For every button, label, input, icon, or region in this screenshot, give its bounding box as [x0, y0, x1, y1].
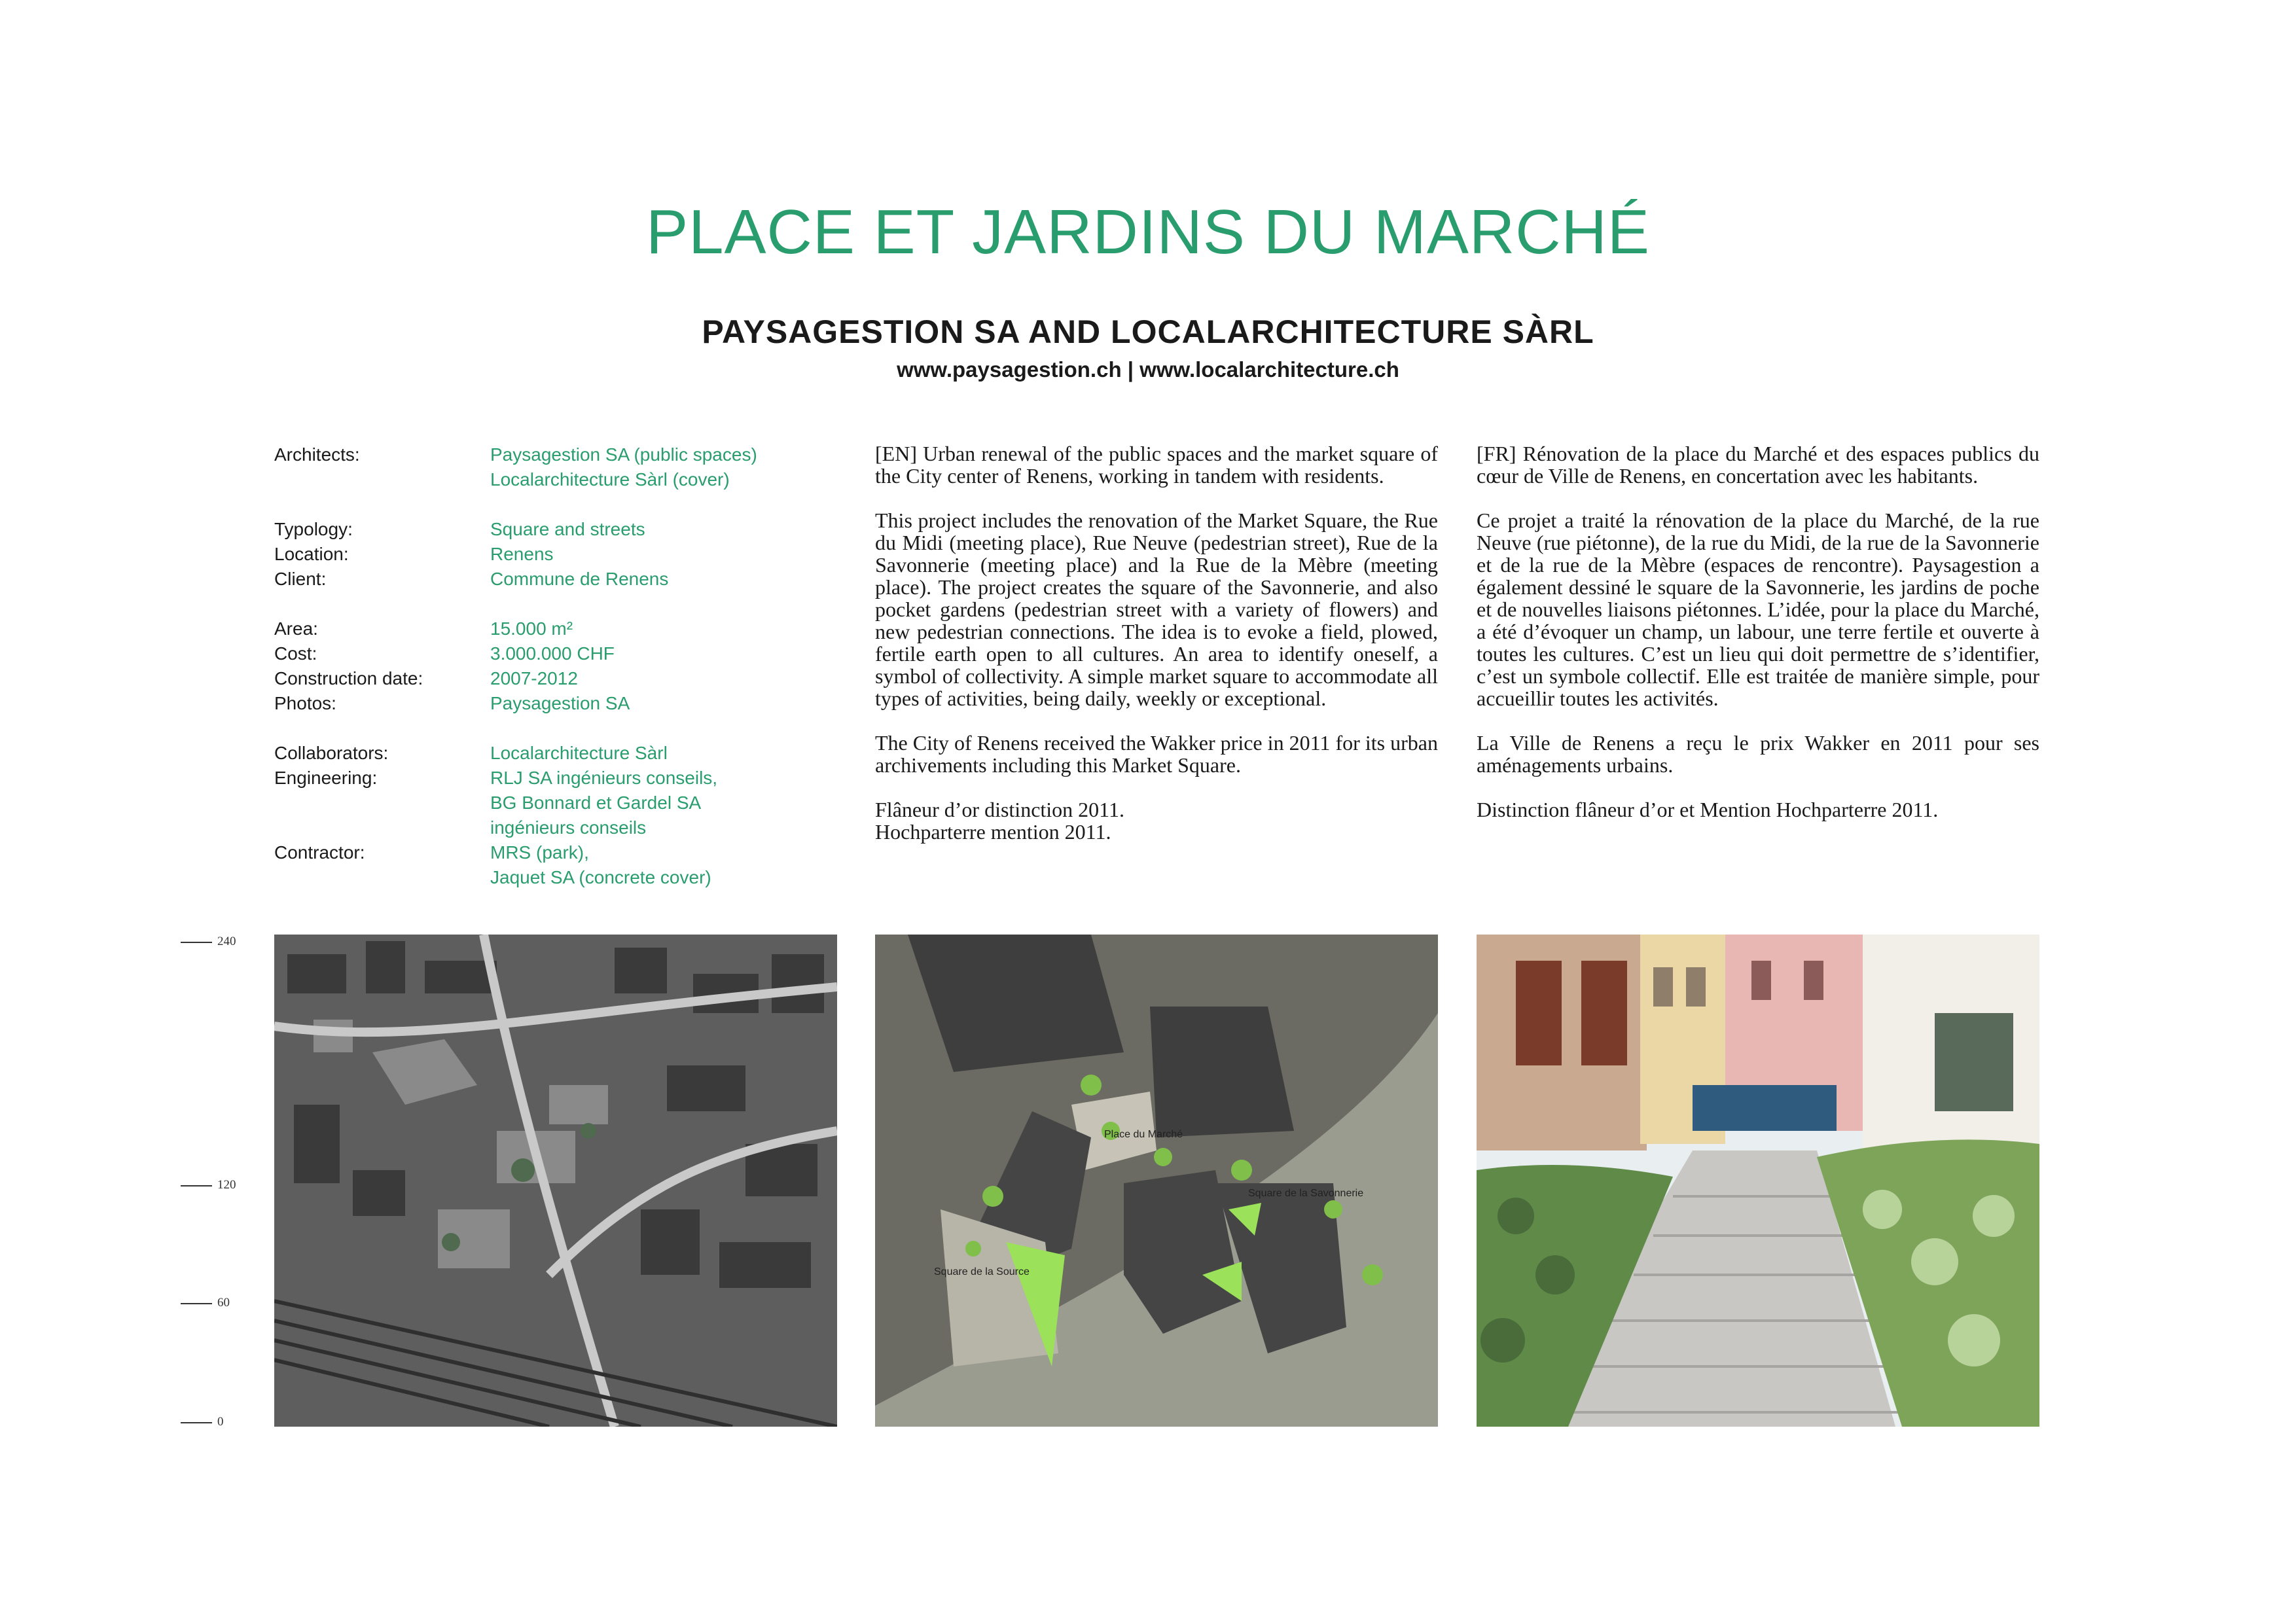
- website-links[interactable]: www.paysagestion.ch | www.localarchitecture.ch: [897, 357, 1399, 382]
- location-value: Renens: [490, 544, 554, 564]
- en-paragraph-1: [EN] Urban renewal of the public spaces and the market square of the City center of Renens, working in tandem with residents.: [875, 442, 1438, 488]
- street-photo: [1477, 935, 2039, 1427]
- page-title: PLACE ET JARDINS DU MARCHÉ: [646, 197, 1650, 267]
- scale-mark-60: 60: [181, 1296, 230, 1310]
- fr-paragraph-1: [FR] Rénovation de la place du Marché et des espaces publics du cœur de Ville de Renens, en concertation avec les habitants.: [1477, 442, 2039, 488]
- plan-label-savonnerie: Square de la Savonnerie: [1248, 1188, 1364, 1199]
- scale-mark-120: 120: [181, 1178, 236, 1192]
- fr-paragraph-2: Ce projet a traité la rénovation de la place du Marché, de la rue Neuve (rue piétonne), de la rue du Midi, de la rue de la Savonnerie et de la rue de la Mèbre (espaces de rencontre). Paysagestion a également dessiné le square de la Savonnerie, les jardins de poche et de nouvelles liaisons piétonnes. L’idée, pour la place du Marché, a été d’évoquer un champ, un labour, une terre fertile et ouverte à toutes les cultures. C’est un lieu qui doit permettre de s’identifier, c’est un symbole collectif. Elle est traitée de manière simple, pour accueillir toutes les activités.: [1477, 508, 2039, 710]
- typology-value: Square and streets: [490, 519, 645, 539]
- collaborators-value: Localarchitecture Sàrl: [490, 743, 668, 763]
- site-plan: [875, 935, 1438, 1427]
- plan-label-place: Place du Marché: [1104, 1129, 1183, 1140]
- client-value: Commune de Renens: [490, 569, 669, 589]
- fr-paragraph-3: La Ville de Renens a reçu le prix Wakker en 2011 pour ses aménagements urbains.: [1477, 731, 2039, 777]
- plan-label-source: Square de la Source: [934, 1266, 1030, 1277]
- contractor-value: MRS (park),: [490, 842, 589, 863]
- scale-mark-240: 240: [181, 935, 236, 949]
- date-value: 2007-2012: [490, 668, 578, 688]
- collaborators-label: Collaborators:: [274, 743, 389, 763]
- contractor-label: Contractor:: [274, 842, 365, 863]
- en-mention: Hochparterre mention 2011.: [875, 820, 1111, 844]
- area-label: Area:: [274, 618, 318, 639]
- client-label: Client:: [274, 569, 327, 589]
- engineering-label: Engineering:: [274, 768, 378, 788]
- architects-value-2: Localarchitecture Sàrl (cover): [490, 469, 730, 490]
- location-label: Location:: [274, 544, 349, 564]
- area-value: 15.000 m²: [490, 618, 573, 639]
- contractor-value-2: Jaquet SA (concrete cover): [490, 867, 711, 887]
- project-info: [274, 442, 837, 890]
- cost-label: Cost:: [274, 643, 317, 664]
- en-paragraph-3: The City of Renens received the Wakker price in 2011 for its urban archivements including this Market Square.: [875, 731, 1438, 777]
- page-subtitle: PAYSAGESTION SA AND LOCALARCHITECTURE SÀRL: [702, 313, 1594, 350]
- date-label: Construction date:: [274, 668, 423, 688]
- engineering-value: RLJ SA ingénieurs conseils,: [490, 768, 718, 788]
- aerial-photo: [274, 935, 837, 1427]
- english-description: [875, 442, 1438, 865]
- en-paragraph-2: This project includes the renovation of the Market Square, the Rue du Midi (meeting place), Rue Neuve (pedestrian street), Rue de la Savonnerie (meeting place) and la Rue de la Mèbre (meeting place). The project creates the square of the Savonnerie, and also pocket gardens (pedestrian street with a variety of flowers) and new pedestrian connections. The idea is to evoke a field, plowed, fertile earth open to all cultures. An area to identify oneself, a symbol of collectivity. A simple market square to accommodate all types of activities, being daily, weekly or exceptional.: [875, 508, 1438, 710]
- architects-label: Architects:: [274, 444, 360, 465]
- cost-value: 3.000.000 CHF: [490, 643, 615, 664]
- photos-value: Paysagestion SA: [490, 693, 630, 713]
- scale-mark-0: 0: [181, 1415, 224, 1429]
- french-description: [1477, 442, 2039, 843]
- fr-paragraph-4: Distinction flâneur d’or et Mention Hochparterre 2011.: [1477, 798, 1939, 821]
- engineering-value-3: ingénieurs conseils: [490, 817, 647, 838]
- architects-value: Paysagestion SA (public spaces): [490, 444, 757, 465]
- typology-label: Typology:: [274, 519, 353, 539]
- engineering-value-2: BG Bonnard et Gardel SA: [490, 793, 702, 813]
- photos-label: Photos:: [274, 693, 336, 713]
- en-distinction: Flâneur d’or distinction 2011.: [875, 798, 1124, 821]
